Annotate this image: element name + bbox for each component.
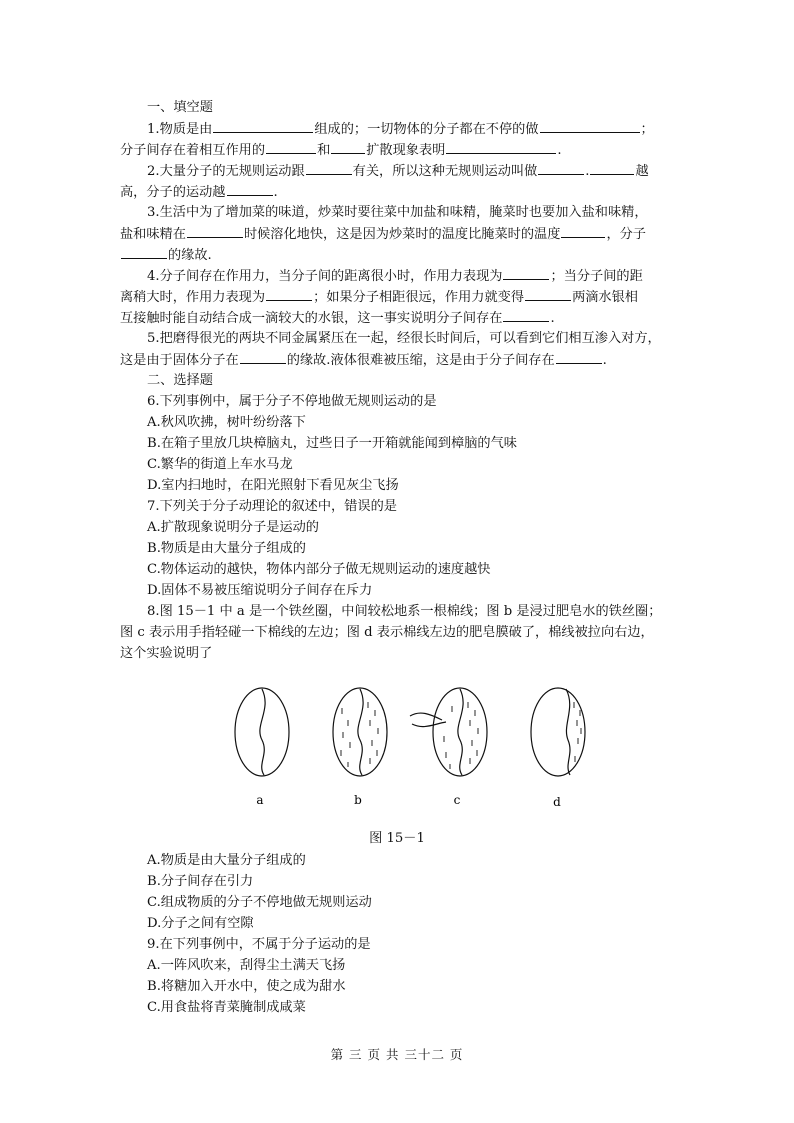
question-5-line-2 — [120, 349, 607, 371]
text: 扩散现象表明 — [366, 143, 446, 158]
question-8-option-b: B.分子间存在引力 — [147, 874, 254, 889]
text: 两滴水银相 — [572, 290, 638, 305]
text: 1.物质是由 — [147, 122, 213, 137]
question-6-option-b: B.在箱子里放几块樟脑丸，过些日子一开箱就能闻到樟脑的气味 — [147, 436, 517, 451]
question-9-option-b: B.将糖加入开水中，使之成为甜水 — [147, 979, 346, 994]
question-9-option-a: A.一阵风吹来，刮得尘土满天飞扬 — [147, 958, 346, 973]
question-8-option-c: C.组成物质的分子不停地做无规则运动 — [147, 895, 372, 910]
question-2-line-1 — [147, 160, 649, 182]
text: 4.分子间存在作用力，当分子间的距离很小时，作用力表现为 — [147, 269, 503, 284]
figure-c-finger-touch-icon — [410, 688, 487, 776]
question-7-option-d: D.固体不易被压缩说明分子间存在斥力 — [147, 583, 373, 598]
question-8-option-d: D.分子之间有空隙 — [147, 916, 254, 931]
text: ；如果分子相距很远，作用力就变得 — [313, 290, 525, 305]
text: 分子间存在着相互作用的 — [120, 143, 266, 158]
answer-blank — [540, 118, 640, 133]
answer-blank — [240, 349, 286, 364]
answer-blank — [306, 160, 352, 175]
text: 2.大量分子的无规则运动跟 — [147, 164, 305, 179]
answer-blank — [556, 349, 602, 364]
question-4-line-3 — [120, 307, 555, 329]
question-7-option-a: A.扩散现象说明分子是运动的 — [147, 520, 319, 535]
text: 高，分子的运动越 — [120, 185, 226, 200]
question-6-option-a: A.秋风吹拂，树叶纷纷落下 — [147, 415, 306, 430]
figure-d-broken-film-icon — [531, 688, 585, 776]
text: 有关，所以这种无规则运动叫做 — [352, 164, 538, 179]
soap-film-figure — [220, 680, 600, 810]
figure-a-wire-loop-icon — [235, 688, 289, 776]
section-title-fill-in: 一、填空题 — [147, 100, 213, 115]
question-8-line-2: 图 c 表示用手指轻碰一下棉线的左边；图 d 表示棉线左边的肥皂膜破了，棉线被拉向右边， — [120, 625, 654, 640]
text: 越 — [635, 164, 649, 179]
question-4-line-2 — [120, 286, 638, 308]
answer-blank — [446, 139, 556, 154]
text: 离稍大时，作用力表现为 — [120, 290, 266, 305]
figure-label-c: c — [453, 793, 461, 807]
answer-blank — [525, 286, 571, 301]
page-footer: 第 三 页 共 三十二 页 — [330, 1047, 464, 1062]
question-7-stem: 7.下列关于分子动理论的叙述中，错误的是 — [147, 499, 397, 514]
text: . — [557, 143, 562, 158]
figure-caption: 图 15－1 — [369, 831, 425, 846]
question-4-line-1 — [147, 265, 643, 287]
figure-label-d: d — [553, 795, 561, 809]
text: 时候溶化地快，这是因为炒菜时的温度比腌菜时的温度 — [243, 227, 561, 242]
text: . — [602, 353, 607, 368]
text: 组成的；一切物体的分子都在不停的做 — [314, 122, 539, 137]
answer-blank — [227, 181, 273, 196]
question-5-line-1: 5.把磨得很光的两块不同金属紧压在一起，经很长时间后，可以看到它们相互渗入对方， — [147, 331, 661, 346]
answer-blank — [121, 244, 167, 259]
answer-blank — [187, 223, 243, 238]
question-7-option-c: C.物体运动的越快，物体内部分子做无规则运动的速度越快 — [147, 562, 491, 577]
question-6-option-c: C.繁华的街道上车水马龙 — [147, 457, 293, 472]
answer-blank — [590, 160, 634, 175]
section-title-choice: 二、选择题 — [147, 373, 213, 388]
text: . — [273, 185, 278, 200]
text: 和 — [317, 143, 331, 158]
figure-label-b: b — [354, 793, 362, 807]
answer-blank — [503, 265, 549, 280]
answer-blank — [266, 286, 312, 301]
question-3-line-3 — [120, 244, 212, 266]
question-8-option-a: A.物质是由大量分子组成的 — [147, 853, 306, 868]
question-9-option-c: C.用食盐将青菜腌制成咸菜 — [147, 1000, 306, 1015]
text: ，分子 — [606, 227, 646, 242]
text: . — [585, 164, 590, 179]
figure-label-a: a — [256, 793, 264, 807]
answer-blank — [331, 139, 365, 154]
text: 的缘故. — [168, 248, 212, 263]
text: 这是由于固体分子在 — [120, 353, 239, 368]
question-6-option-d: D.室内扫地时，在阳光照射下看见灰尘飞扬 — [147, 478, 399, 493]
text: . — [550, 311, 555, 326]
answer-blank — [213, 118, 313, 133]
answer-blank — [561, 223, 605, 238]
text: 的缘故.液体很难被压缩，这是由于分子间存在 — [286, 353, 555, 368]
answer-blank — [538, 160, 584, 175]
question-9-stem: 9.在下列事例中，不属于分子运动的是 — [147, 937, 371, 952]
question-6-stem: 6.下列事例中，属于分子不停地做无规则运动的是 — [147, 394, 437, 409]
text: 互接触时能自动结合成一滴较大的水银，这一事实说明分子间存在 — [120, 311, 503, 326]
question-1-line-2 — [120, 139, 562, 161]
question-3-line-1: 3.生活中为了增加菜的味道，炒菜时要往菜中加盐和味精，腌菜时也要加入盐和味精， — [147, 205, 648, 220]
figure-b-soap-film-icon — [333, 688, 387, 776]
question-8-line-3: 这个实验说明了 — [120, 646, 213, 661]
text: ； — [640, 122, 654, 137]
question-2-line-2 — [120, 181, 278, 203]
question-7-option-b: B.物质是由大量分子组成的 — [147, 541, 306, 556]
text: 盐和味精在 — [120, 227, 186, 242]
answer-blank — [266, 139, 316, 154]
question-3-line-2 — [120, 223, 646, 245]
question-1-line-1 — [147, 118, 654, 140]
text: ；当分子间的距 — [550, 269, 643, 284]
answer-blank — [503, 307, 549, 322]
question-8-line-1: 8.图 15－1 中 a 是一个铁丝圈，中间较松地系一根棉线；图 b 是浸过肥皂水的铁丝圈； — [147, 604, 662, 619]
